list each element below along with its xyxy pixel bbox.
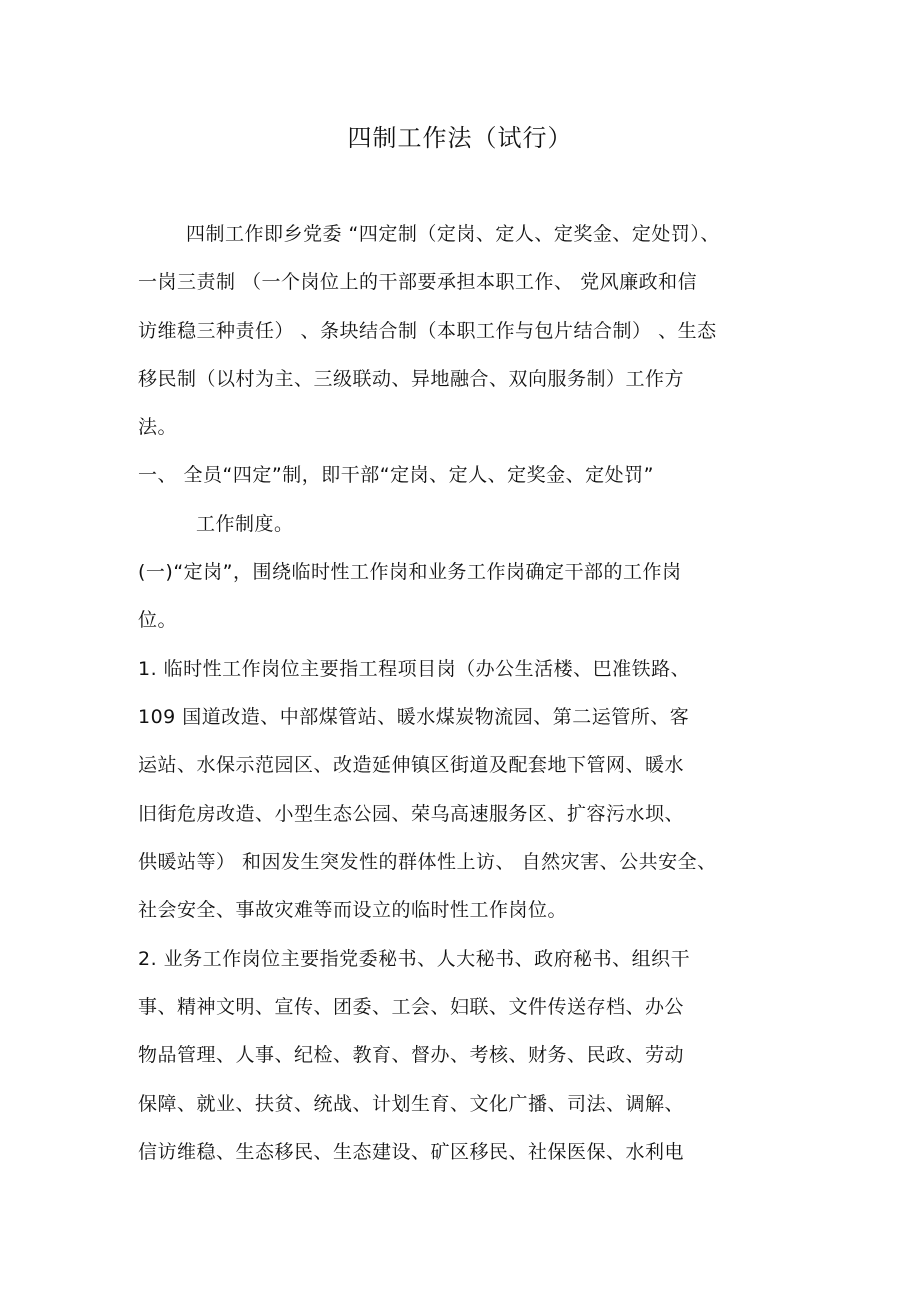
text-line: 访维稳三种责任） 、条块结合制（本职工作与包片结合制） 、生态 (138, 320, 717, 342)
text-line: 保障、就业、扶贫、统战、计划生育、文化广播、司法、调解、 (138, 1093, 685, 1115)
text-line: 供暖站等） 和因发生突发性的群体性上访、 自然灾害、公共安全、 (138, 851, 717, 873)
text-line: 工作制度。 (196, 513, 294, 535)
text-line: 旧街危房改造、小型生态公园、荣乌高速服务区、扩容污水坝、 (138, 803, 685, 825)
text-line: 四制工作即乡党委 “四定制（定岗、定人、定奖金、定处罚）、 (186, 223, 720, 245)
text-line: 移民制（以村为主、三级联动、异地融合、双向服务制）工作方 (138, 368, 685, 390)
text-line: 一、 全员“四定”制，即干部“定岗、定人、定奖金、定处罚” (138, 464, 654, 486)
text-line: 法。 (138, 416, 178, 438)
text-line: 1. 临时性工作岗位主要指工程项目岗（办公生活楼、巴准铁路、 (138, 658, 691, 680)
text-line: 信访维稳、生态移民、生态建设、矿区移民、社保医保、水利电 (138, 1141, 685, 1163)
text-line: 运站、水保示范园区、改造延伸镇区街道及配套地下管网、暖水 (138, 754, 685, 776)
text-line: 物品管理、人事、纪检、教育、督办、考核、财务、民政、劳动 (138, 1044, 685, 1066)
text-line: 109 国道改造、中部煤管站、暖水煤炭物流园、第二运管所、客 (138, 706, 690, 728)
text-line: (一)“定岗”，围绕临时性工作岗和业务工作岗确定干部的工作岗 (138, 561, 682, 583)
text-line: 位。 (138, 609, 178, 631)
text-line: 一岗三责制 （一个岗位上的干部要承担本职工作、 党风廉政和信 (138, 271, 698, 293)
text-line: 事、精神文明、宣传、团委、工会、妇联、文件传送存档、办公 (138, 996, 685, 1018)
document-title: 四制工作法（试行） (347, 124, 573, 152)
text-line: 2. 业务工作岗位主要指党委秘书、人大秘书、政府秘书、组织干 (138, 948, 691, 970)
text-line: 社会安全、事故灾难等而设立的临时性工作岗位。 (138, 899, 568, 921)
